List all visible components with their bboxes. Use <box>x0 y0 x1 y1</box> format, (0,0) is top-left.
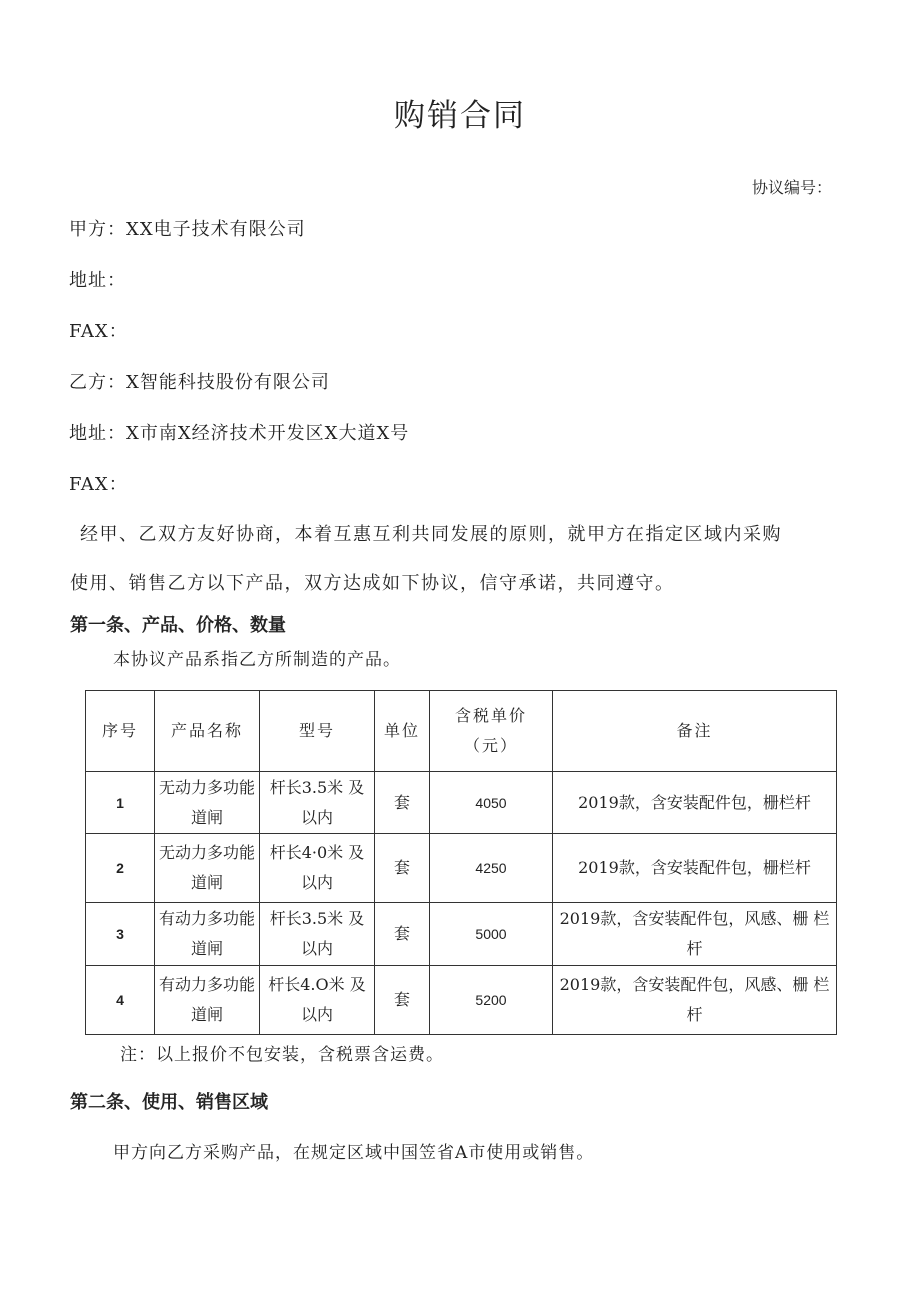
header-price <box>430 691 553 772</box>
document-title: 购销合同 <box>394 98 526 134</box>
party-a-fax: FAX： <box>69 321 128 342</box>
cell-price: 5200 <box>430 966 553 1035</box>
cell-remark: 2019款，含安装配件包，风感、栅 栏杆 <box>553 966 837 1035</box>
cell-unit: 套 <box>375 966 430 1035</box>
party-b-address: 地址：X市南X经济技术开发区X大道X号 <box>69 423 410 444</box>
cell-product-name: 有动力多功能道闸 <box>155 966 260 1035</box>
party-b-fax: FAX： <box>69 474 128 495</box>
header-seq: 序号 <box>86 691 155 772</box>
preamble-line-1: 经甲、乙双方友好协商，本着互惠互利共同发展的原则，就甲方在指定区域内采购 <box>80 524 782 545</box>
table-row <box>86 772 837 834</box>
header-remark: 备注 <box>553 691 837 772</box>
article-1-intro: 本协议产品系指乙方所制造的产品。 <box>113 650 401 670</box>
cell-seq: 2 <box>86 834 155 903</box>
party-a-name: 甲方：XX电子技术有限公司 <box>69 219 306 240</box>
cell-remark: 2019款，含安装配件包，风感、栅 栏杆 <box>553 903 837 966</box>
party-b-name: 乙方：X智能科技股份有限公司 <box>69 372 330 393</box>
cell-unit: 套 <box>375 772 430 834</box>
header-product-name: 产品名称 <box>155 691 260 772</box>
price-note: 注：以上报价不包安装，含税票含运费。 <box>120 1045 444 1065</box>
cell-product-name: 无动力多功能道闸 <box>155 772 260 834</box>
header-model: 型号 <box>260 691 375 772</box>
cell-price: 4250 <box>430 834 553 903</box>
cell-product-name: 有动力多功能道闸 <box>155 903 260 966</box>
cell-seq: 1 <box>86 772 155 834</box>
cell-model: 杆长4.O米 及以内 <box>260 966 375 1035</box>
article-2-body: 甲方向乙方采购产品，在规定区域中国笠省A市使用或销售。 <box>113 1143 595 1163</box>
cell-price: 5000 <box>430 903 553 966</box>
cell-unit: 套 <box>375 834 430 903</box>
party-a-address: 地址： <box>69 270 126 291</box>
table-header-row <box>86 691 837 772</box>
table-row <box>86 903 837 966</box>
article-2-heading: 第二条、使用、销售区域 <box>70 1092 268 1113</box>
product-price-table <box>85 690 837 1035</box>
preamble-line-2: 使用、销售乙方以下产品，双方达成如下协议，信守承诺，共同遵守。 <box>70 573 675 594</box>
cell-seq: 3 <box>86 903 155 966</box>
cell-model: 杆长3.5米 及以内 <box>260 772 375 834</box>
cell-remark: 2019款，含安装配件包，栅栏杆 <box>553 772 837 834</box>
table-row <box>86 966 837 1035</box>
cell-model: 杆长3.5米 及以内 <box>260 903 375 966</box>
cell-model: 杆长4·0米 及以内 <box>260 834 375 903</box>
agreement-number-label: 协议编号： <box>751 178 832 197</box>
cell-price: 4050 <box>430 772 553 834</box>
cell-seq: 4 <box>86 966 155 1035</box>
table-row <box>86 834 837 903</box>
cell-unit: 套 <box>375 903 430 966</box>
header-price-line-2: （元） <box>463 736 518 755</box>
article-1-heading: 第一条、产品、价格、数量 <box>70 615 286 636</box>
header-unit: 单位 <box>375 691 430 772</box>
cell-remark: 2019款，含安装配件包，栅栏杆 <box>553 834 837 903</box>
cell-product-name: 无动力多功能道闸 <box>155 834 260 903</box>
header-price-line-1: 含税单价 <box>454 706 527 725</box>
